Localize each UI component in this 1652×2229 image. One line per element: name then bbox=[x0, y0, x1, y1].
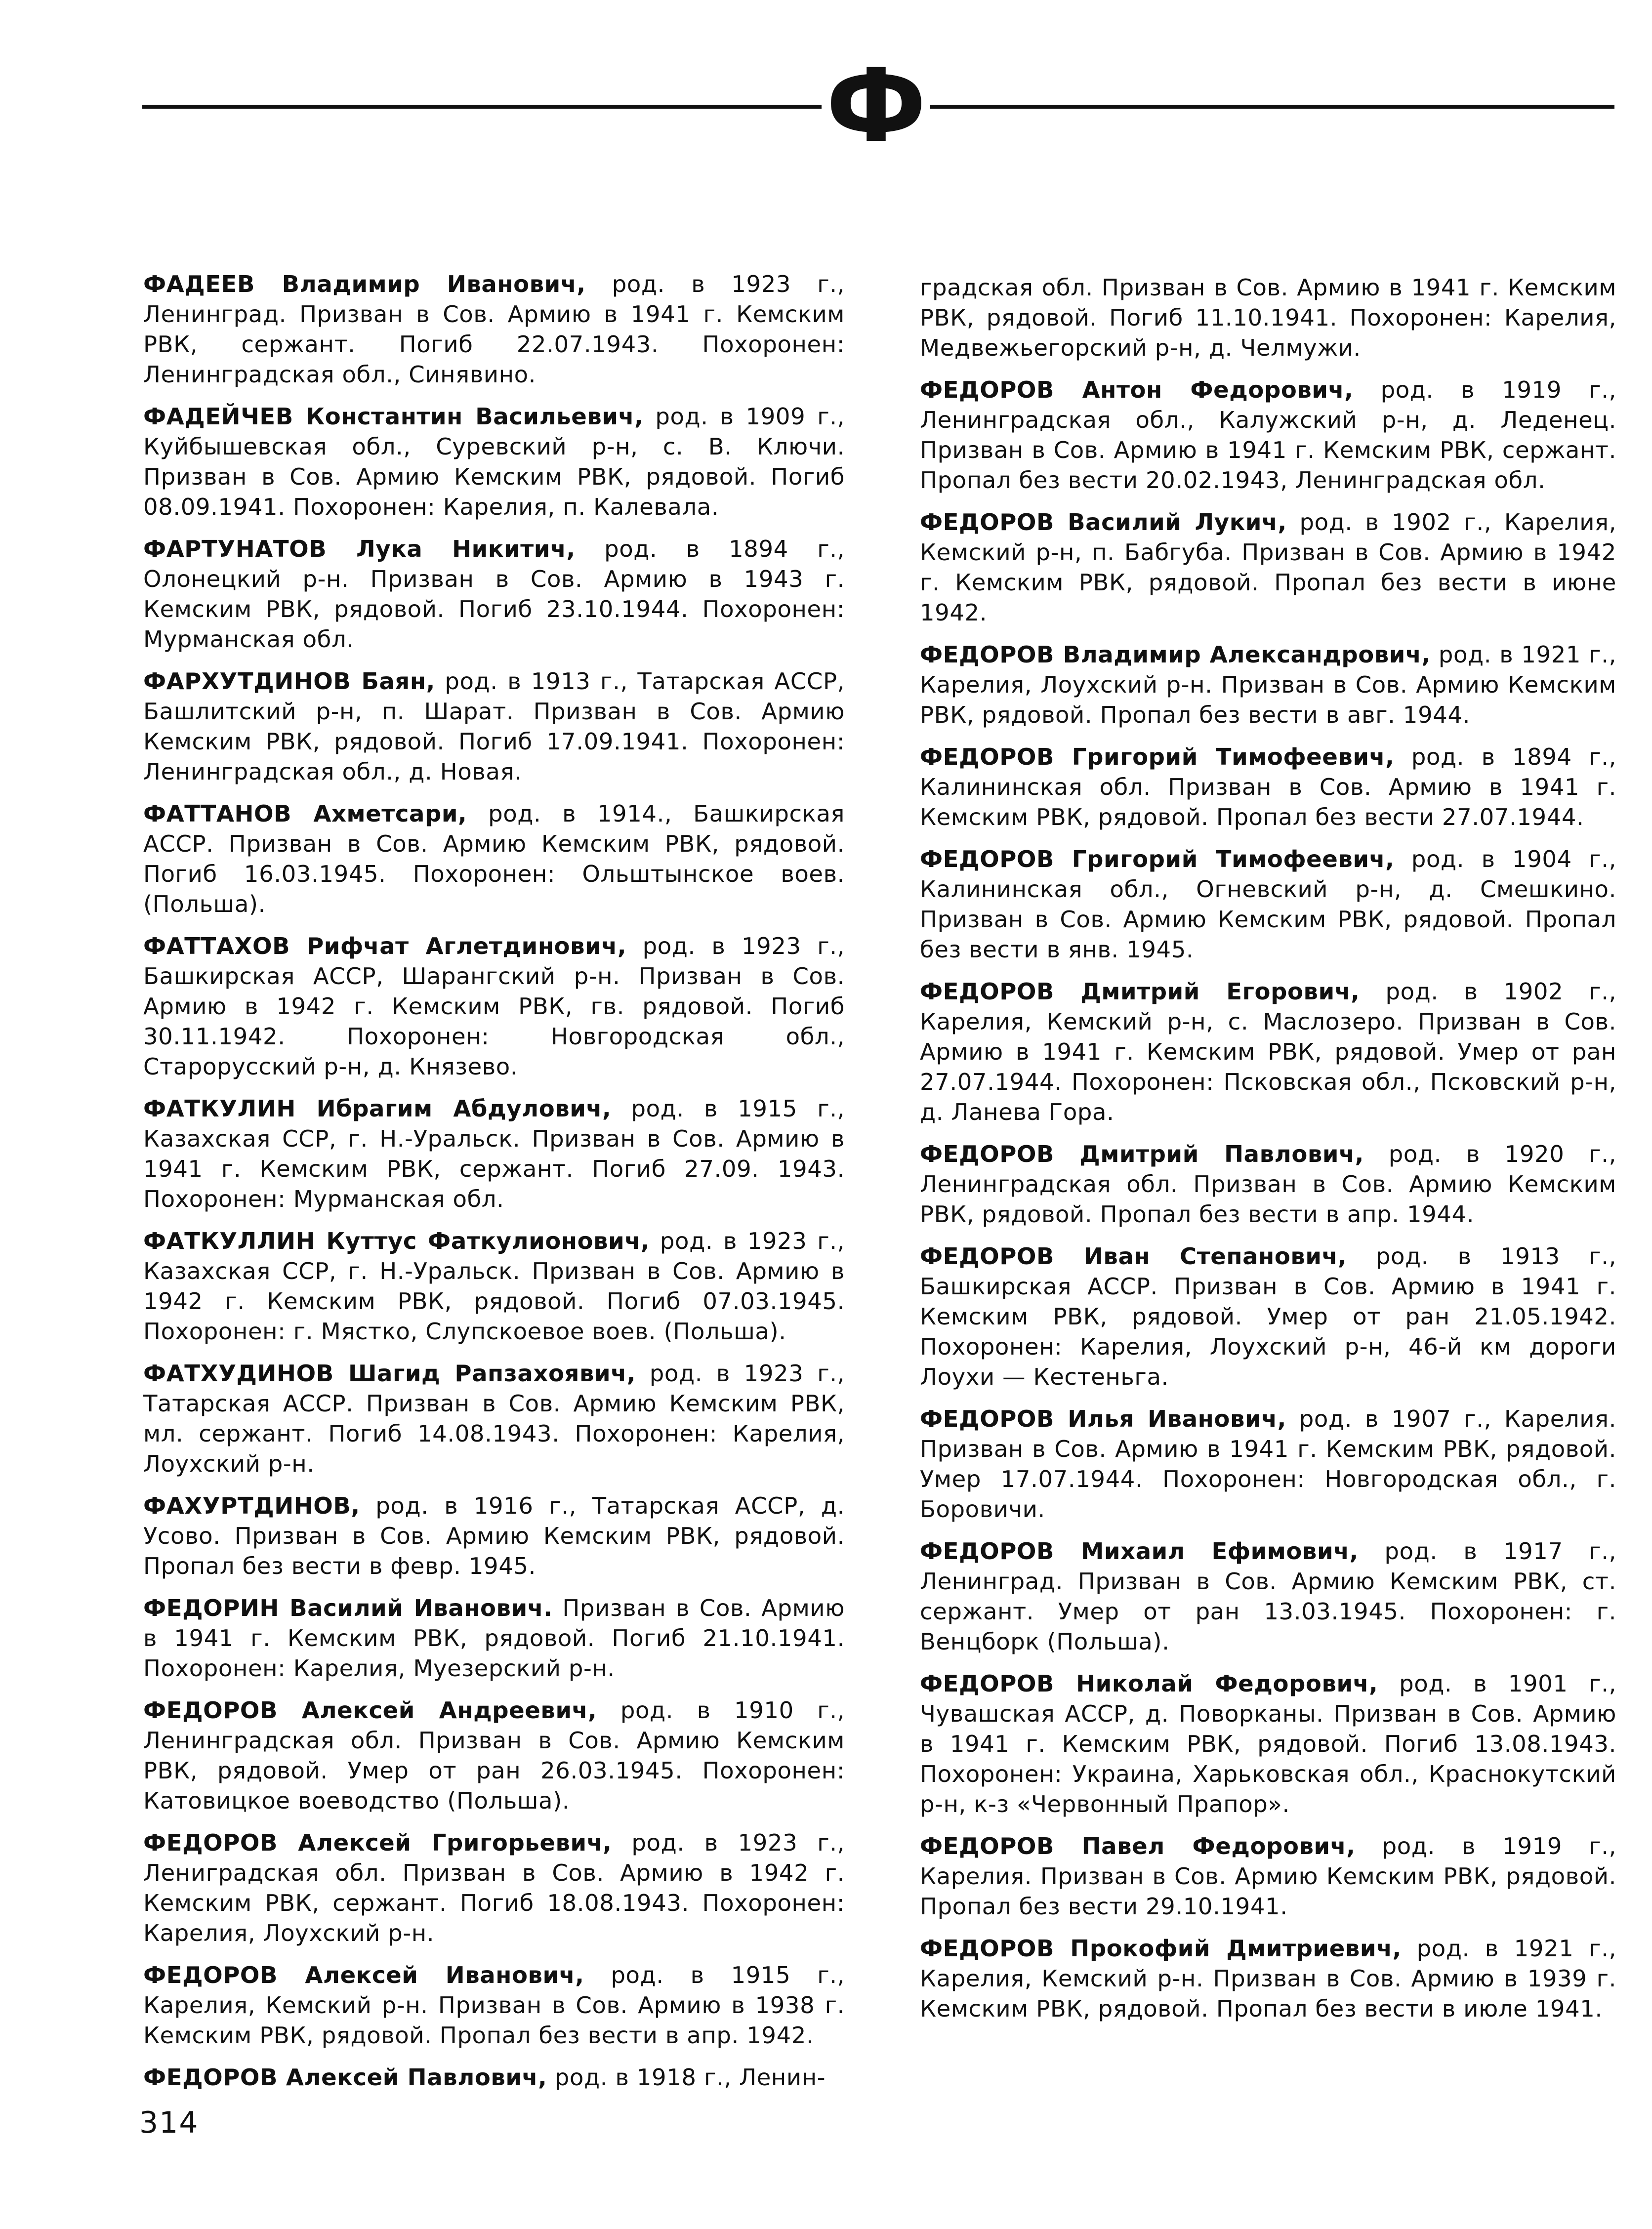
section-letter: Ф bbox=[826, 47, 927, 165]
entry-text: род. в 1894 г., Калининская обл. Призван в Сов. Армию в 1941 г. Кемским РВК, рядовой. Пропал без вести 27.07.1944. bbox=[920, 743, 1616, 830]
memorial-entry bbox=[920, 1831, 1616, 1922]
entry-text: Призван в Сов. Армию в 1941 г. Кемским РВК, рядовой. Погиб 21.10.1941. Похоронен: Карелия, Муезерский р-н. bbox=[143, 1595, 845, 1682]
entry-text: род. в 1915 г., Казахская ССР, г. Н.-Уральск. Призван в Сов. Армию в 1941 г. Кемским РВК, сержант. Погиб 27.09. 1943. Похоронен: Мурманская обл. bbox=[143, 1095, 845, 1212]
memorial-entry bbox=[920, 507, 1616, 628]
entry-name: ФАРТУНАТОВ Лука Никитич, bbox=[143, 536, 576, 562]
entry-text: род. в 1902 г., Карелия, Кемский р-н, п. Бабгуба. Призван в Сов. Армию в 1942 г. Кемским РВК, рядовой. Пропал без вести в июне 1942. bbox=[920, 509, 1616, 626]
memorial-entry bbox=[920, 1139, 1616, 1230]
memorial-entry bbox=[143, 1226, 845, 1347]
memorial-entry bbox=[920, 375, 1616, 495]
header-rule-left bbox=[142, 105, 822, 109]
memorial-entry bbox=[143, 269, 845, 390]
memorial-entry bbox=[143, 1491, 845, 1581]
entry-name: ФЕДОРОВ Прокофий Дмитриевич, bbox=[920, 1935, 1402, 1962]
entry-name: ФЕДОРОВ Алексей Павлович, bbox=[143, 2064, 547, 2091]
entry-text: род. в 1918 г., Ленин- bbox=[547, 2064, 826, 2091]
entry-text: род. в 1904 г., Калининская обл., Огневский р-н, д. Смешкино. Призван в Сов. Армию Кемским РВК, рядовой. Пропал без вести в янв. 1945. bbox=[920, 846, 1616, 963]
right-column bbox=[920, 273, 1616, 2036]
memorial-entry bbox=[143, 1094, 845, 1214]
entry-text: род. в 1919 г., Ленинградская обл., Калужский р-н, д. Леденец. Призван в Сов. Армию в 1941 г. Кемским РВК, сержант. Пропал без вести 20.02.1943, Ленинградская обл. bbox=[920, 376, 1616, 494]
memorial-entry bbox=[143, 1828, 845, 1948]
entry-name: ФЕДОРОВ Алексей Иванович, bbox=[143, 1962, 584, 1988]
entry-text: род. в 1920 г., Ленинградская обл. Призван в Сов. Армию Кемским РВК, рядовой. Пропал без вести в апр. 1944. bbox=[920, 1141, 1617, 1228]
header-rule-right bbox=[930, 105, 1614, 109]
entry-text: род. в 1913 г., Татарская АССР, Башлитский р-н, п. Шарат. Призван в Сов. Армию Кемским РВК, рядовой. Погиб 17.09.1941. Похоронен: Ленинградская обл., д. Новая. bbox=[143, 668, 845, 785]
entry-text: род. в 1894 г., Олонецкий р-н. Призван в Сов. Армию в 1943 г. Кемским РВК, рядовой. Погиб 23.10.1944. Похоронен: Мурманская обл. bbox=[143, 536, 845, 653]
entry-text: род. в 1919 г., Карелия. Призван в Сов. Армию Кемским РВК, рядовой. Пропал без вести 29.10.1941. bbox=[920, 1833, 1616, 1920]
entry-text: род. в 1916 г., Татарская АССР, д. Усово. Призван в Сов. Армию Кемским РВК, рядовой. Пропал без вести в февр. 1945. bbox=[143, 1492, 845, 1579]
memorial-entry bbox=[143, 1695, 845, 1816]
memorial-entry bbox=[143, 402, 845, 522]
entry-text: род. в 1923 г., Лениградская обл. Призван в Сов. Армию в 1942 г. Кемским РВК, сержант. Погиб 18.08.1943. Похоронен: Карелия, Лоухский р-н. bbox=[143, 1829, 845, 1946]
memorial-entry bbox=[920, 844, 1616, 965]
entry-name: ФЕДОРОВ Иван Степанович, bbox=[920, 1243, 1347, 1270]
left-column bbox=[143, 269, 845, 2105]
memorial-entry bbox=[143, 534, 845, 655]
entry-text: градская обл. Призван в Сов. Армию в 1941 г. Кемским РВК, рядовой. Погиб 11.10.1941. Похоронен: Карелия, Медвежьегорский р-н, д. Челмужи. bbox=[920, 274, 1616, 361]
entry-text: род. в 1914., Башкирская АССР. Призван в Сов. Армию Кемским РВК, рядовой. Погиб 16.03.1945. Похоронен: Ольштынское воев. (Польша). bbox=[143, 800, 845, 917]
entry-text: род. в 1923 г., Казахская ССР, г. Н.-Уральск. Призван в Сов. Армию в 1942 г. Кемским РВК, рядовой. Погиб 07.03.1945. Похоронен: г. Мястко, Слупскоевое воев. (Польша). bbox=[143, 1228, 845, 1345]
entry-text: род. в 1921 г., Карелия, Кемский р-н. Призван в Сов. Армию в 1939 г. Кемским РВК, рядовой. Пропал без вести в июле 1941. bbox=[920, 1935, 1616, 2022]
entry-name: ФЕДОРОВ Павел Федорович, bbox=[920, 1833, 1356, 1859]
entry-text: род. в 1923 г., Ленинград. Призван в Сов. Армию в 1941 г. Кемским РВК, сержант. Погиб 22.07.1943. Похоронен: Ленинградская обл., Синявино. bbox=[143, 271, 845, 388]
entry-text: род. в 1910 г., Ленинградская обл. Призван в Сов. Армию Кемским РВК, рядовой. Умер от ран 26.03.1945. Похоронен: Катовицкое воеводство (Польша). bbox=[143, 1697, 845, 1814]
memorial-entry bbox=[920, 1404, 1616, 1525]
memorial-entry bbox=[920, 977, 1616, 1127]
entry-name: ФАТКУЛЛИН Куттус Фаткулионович, bbox=[143, 1228, 650, 1254]
memorial-entry bbox=[920, 1669, 1616, 1819]
entry-name: ФЕДОРОВ Илья Иванович, bbox=[920, 1405, 1286, 1432]
entry-text: род. в 1915 г., Карелия, Кемский р-н. Призван в Сов. Армию в 1938 г. Кемским РВК, рядовой. Пропал без вести в апр. 1942. bbox=[143, 1962, 845, 2049]
entry-name: ФЕДОРОВ Дмитрий Егорович, bbox=[920, 978, 1360, 1005]
memorial-entry bbox=[143, 799, 845, 919]
entry-name: ФЕДОРОВ Антон Федорович, bbox=[920, 376, 1354, 403]
memorial-entry bbox=[920, 640, 1616, 730]
entry-name: ФАХУРТДИНОВ, bbox=[143, 1492, 360, 1519]
entry-text: род. в 1901 г., Чувашская АССР, д. Поворканы. Призван в Сов. Армию в 1941 г. Кемским РВК, рядовой. Погиб 13.08.1943. Похоронен: Украина, Харьковская обл., Краснокутский р-н, к-з «Червонный Прапор». bbox=[920, 1670, 1616, 1817]
entry-name: ФАДЕЕВ Владимир Иванович, bbox=[143, 271, 586, 297]
section-header bbox=[142, 47, 1614, 165]
memorial-entry bbox=[920, 1241, 1616, 1392]
memorial-entry bbox=[143, 1960, 845, 2051]
memorial-entry bbox=[920, 742, 1616, 832]
entry-name: ФАТХУДИНОВ Шагид Рапзахоявич, bbox=[143, 1360, 636, 1387]
entry-name: ФЕДОРОВ Дмитрий Павлович, bbox=[920, 1141, 1364, 1167]
entry-text: род. в 1917 г., Ленинград. Призван в Сов. Армию Кемским РВК, ст. сержант. Умер от ран 13.03.1945. Похоронен: г. Венцборк (Польша). bbox=[920, 1538, 1616, 1655]
memorial-entry bbox=[920, 1934, 1616, 2024]
memorial-entry bbox=[143, 1359, 845, 1479]
entry-name: ФАТТАХОВ Рифчат Аглетдинович, bbox=[143, 933, 627, 959]
memorial-entry bbox=[143, 2063, 845, 2093]
entry-name: ФАРХУТДИНОВ Баян, bbox=[143, 668, 435, 695]
memorial-entry bbox=[143, 1593, 845, 1684]
entry-name: ФЕДОРОВ Алексей Григорьевич, bbox=[143, 1829, 612, 1856]
entry-name: ФЕДОРОВ Григорий Тимофеевич, bbox=[920, 846, 1395, 872]
memorial-entry bbox=[143, 931, 845, 1082]
entry-text: род. в 1909 г., Куйбышевская обл., Суревский р-н, с. В. Ключи. Призван в Сов. Армию Кемским РВК, рядовой. Погиб 08.09.1941. Похоронен: Карелия, п. Калевала. bbox=[143, 403, 845, 520]
entry-name: ФЕДОРОВ Михаил Ефимович, bbox=[920, 1538, 1359, 1565]
entry-name: ФЕДОРОВ Алексей Андреевич, bbox=[143, 1697, 597, 1724]
entry-name: ФЕДОРИН Василий Иванович. bbox=[143, 1595, 553, 1621]
entry-name: ФЕДОРОВ Николай Федорович, bbox=[920, 1670, 1378, 1697]
memorial-entry bbox=[143, 666, 845, 787]
entry-name: ФЕДОРОВ Григорий Тимофеевич, bbox=[920, 743, 1395, 770]
entry-name: ФАТТАНОВ Ахметсари, bbox=[143, 800, 467, 827]
entry-text: род. в 1923 г., Башкирская АССР, Шарангский р-н. Призван в Сов. Армию в 1942 г. Кемским РВК, гв. рядовой. Погиб 30.11.1942. Похоронен: Новгородская обл., Старорусский р-н, д. Князево. bbox=[143, 933, 845, 1080]
entry-text: род. в 1907 г., Карелия. Призван в Сов. Армию в 1941 г. Кемским РВК, рядовой. Умер 17.07.1944. Похоронен: Новгородская обл., г. Боровичи. bbox=[920, 1405, 1616, 1523]
entry-text: род. в 1923 г., Татарская АССР. Призван в Сов. Армию Кемским РВК, мл. сержант. Погиб 14.08.1943. Похоронен: Карелия, Лоухский р-н. bbox=[143, 1360, 845, 1477]
entry-text: род. в 1902 г., Карелия, Кемский р-н, с. Маслозеро. Призван в Сов. Армию в 1941 г. Кемским РВК, рядовой. Умер от ран 27.07.1944. Похоронен: Псковская обл., Псковский р-н, д. Ланева Гора. bbox=[920, 978, 1616, 1125]
entry-name: ФЕДОРОВ Василий Лукич, bbox=[920, 509, 1287, 536]
entry-name: ФАДЕЙЧЕВ Константин Васильевич, bbox=[143, 403, 644, 430]
entry-text: род. в 1913 г., Башкирская АССР. Призван в Сов. Армию в 1941 г. Кемским РВК, рядовой. Умер от ран 21.05.1942. Похоронен: Карелия, Лоухский р-н, 46-й км дороги Лоухи — Кестеньга. bbox=[920, 1243, 1616, 1390]
entry-name: ФЕДОРОВ Владимир Александрович, bbox=[920, 641, 1431, 668]
page-number: 314 bbox=[139, 2105, 199, 2140]
memorial-entry bbox=[920, 1536, 1616, 1657]
memorial-entry bbox=[920, 273, 1616, 363]
entry-name: ФАТКУЛИН Ибрагим Абдулович, bbox=[143, 1095, 612, 1122]
entry-text: род. в 1921 г., Карелия, Лоухский р-н. Призван в Сов. Армию Кемским РВК, рядовой. Пропал без вести в авг. 1944. bbox=[920, 641, 1617, 728]
